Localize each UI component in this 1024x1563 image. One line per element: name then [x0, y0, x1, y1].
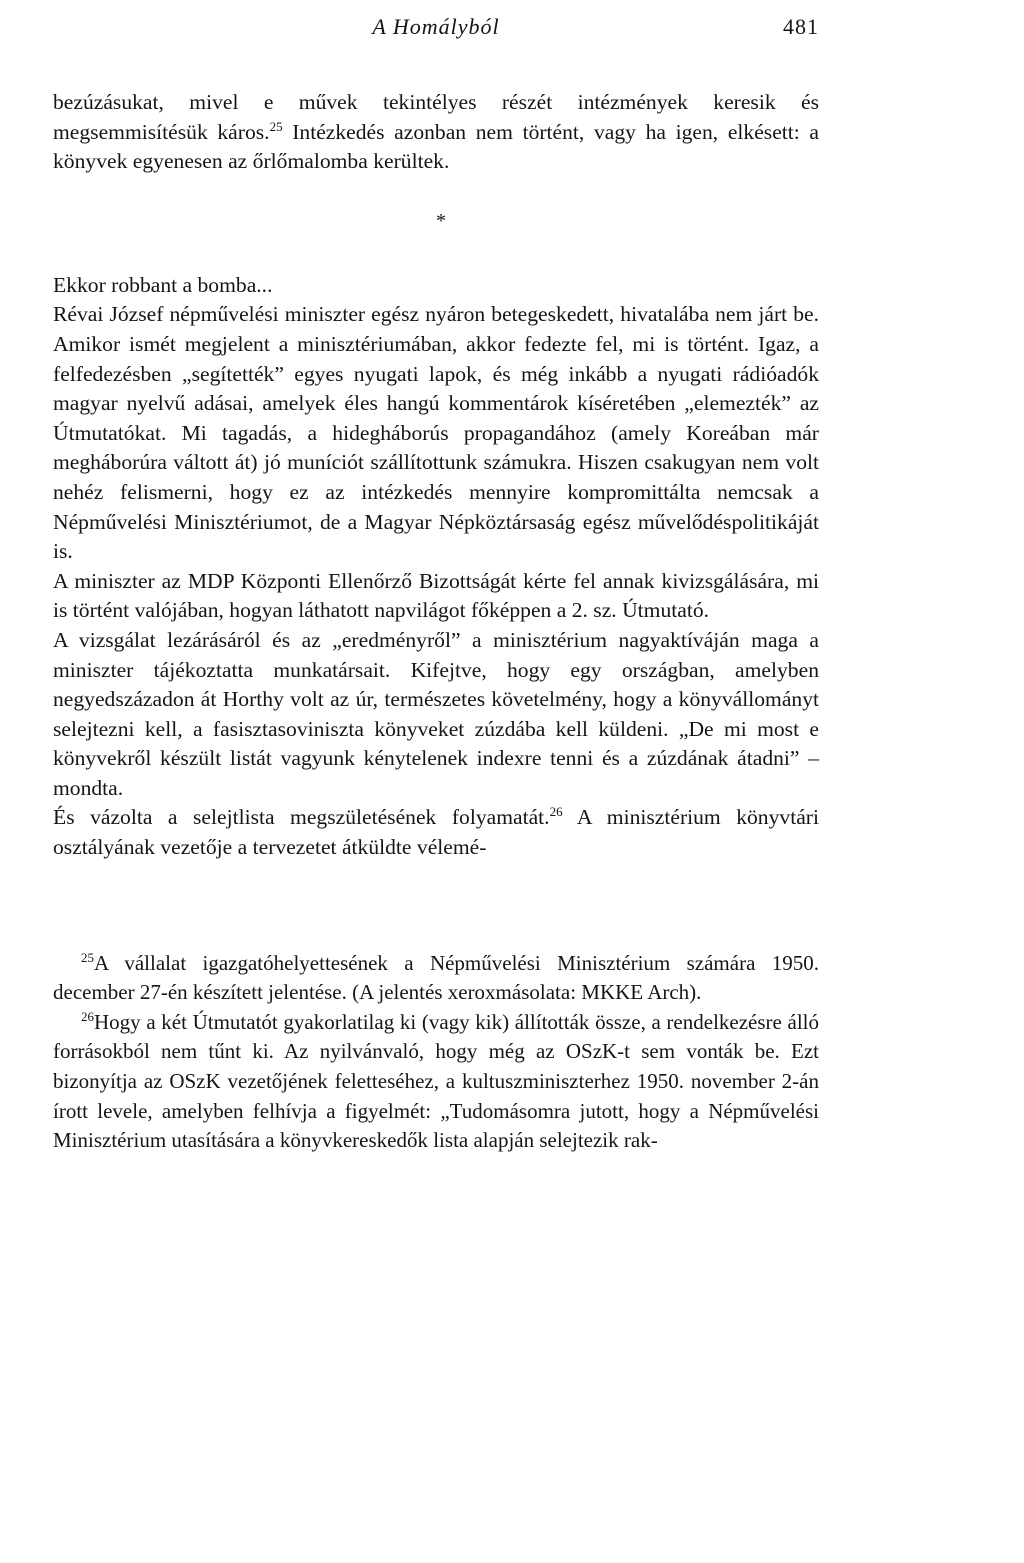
paragraph-1-text-b: Intézkedés azonban nem történt, vagy ha igen, elkésett: a könyvek egyenesen az őrlőmalomba kerültek.	[53, 119, 820, 174]
paragraph-1	[53, 88, 819, 177]
main-text	[53, 88, 819, 863]
paragraph-5: A vizsgálat lezárásáról és az „eredményről” a minisztérium nagyaktíváján maga a miniszter tájékoztatta munkatársait. Kifejtve, hogy egy országban, amelyben negyedszázadon át Horthy volt az úr, természetes követelmény, hogy a könyvállományt selejtezni kell, a fasisztasoviniszta könyveket zúzdába kell küldeni. „De mi most e könyvekről készült listát vagyunk kénytelenek indexre tenni és a zúzdának átadni” – mondta.	[53, 627, 819, 800]
paragraph-3: Révai József népművelési miniszter egész nyáron betegeskedett, hivatalába nem járt be. Amikor ismét megjelent a minisztériumában, akkor fedezte fel, mi is történt. Igaz, a felfedezésben „segítették” egyes nyugati lapok, és még inkább a nyugati rádióadók magyar nyelvű adásai, amelyek éles hangú kommentárok kíséretében „elemezték” az Útmutatókat. Mi tagadás, a hidegháborús propagandához (amely Koreában már megháborúra váltott át) jó muníciót szállítottunk számukra. Hiszen csakugyan nem volt nehéz felismerni, hogy ez az intézkedés mennyire kompromittálta nemcsak a Népművelési Minisztériumot, de a Magyar Népköztársaság egész művelődéspolitikáját is.	[53, 302, 819, 564]
paragraph-6	[53, 803, 819, 862]
paragraph-4: A miniszter az MDP Központi Ellenőrző Bizottságát kérte fel annak kivizsgálására, mi is történt valójában, hogyan láthatott napvilágot főképpen a 2. sz. Útmutató.	[53, 568, 819, 623]
footnote-25	[53, 949, 819, 1008]
footnote-ref-26: 26	[549, 804, 563, 820]
paragraph-2: Ekkor robbant a bomba...	[53, 272, 273, 297]
footnotes	[53, 949, 819, 1156]
footnote-25-text: A vállalat igazgatóhelyettesének a Népművelési Minisztérium számára 1950. december 27-én készített jelentése. (A jelentés xeroxmásolata: MKKE Arch).	[53, 950, 819, 1005]
paragraph-1-text-a: bezúzásukat, mivel e művek tekintélyes részét intézmények keresik és megsemmisítésük káros.	[53, 90, 819, 144]
running-title: A Homályból	[372, 14, 500, 39]
footnote-mark-26: 26	[81, 1008, 94, 1024]
section-separator: *	[436, 209, 446, 232]
paragraph-6-text-b: A minisztérium könyvtári osztályának vezetője a tervezetet átküldte vélemé-	[53, 805, 819, 860]
footnote-26-text: Hogy a két Útmutatót gyakorlatilag ki (vagy kik) állították össze, a rendelkezésre álló forrásokból nem tűnt ki. Az nyilvánvaló, hogy még az OSzK-t sem vonták be. Ezt bizonyítja az OSzK vezetőjének feletteséhez, a kultuszminiszterhez 1950. november 2-án írott levele, amelyben felhívja a figyelmét: „Tudomásomra jutott, hogy a Népművelési Minisztérium utasítására a könyvkereskedők lista alapján selejtezik rak-	[53, 1009, 819, 1153]
running-head	[53, 14, 819, 50]
book-page	[53, 14, 819, 1156]
footnote-26	[53, 1008, 819, 1156]
page-number: 481	[783, 14, 819, 39]
footnote-mark-25: 25	[81, 949, 94, 965]
paragraph-6-text-a: És vázolta a selejtlista megszületésének folyamatát.	[53, 805, 550, 830]
footnote-ref-25: 25	[269, 118, 283, 134]
